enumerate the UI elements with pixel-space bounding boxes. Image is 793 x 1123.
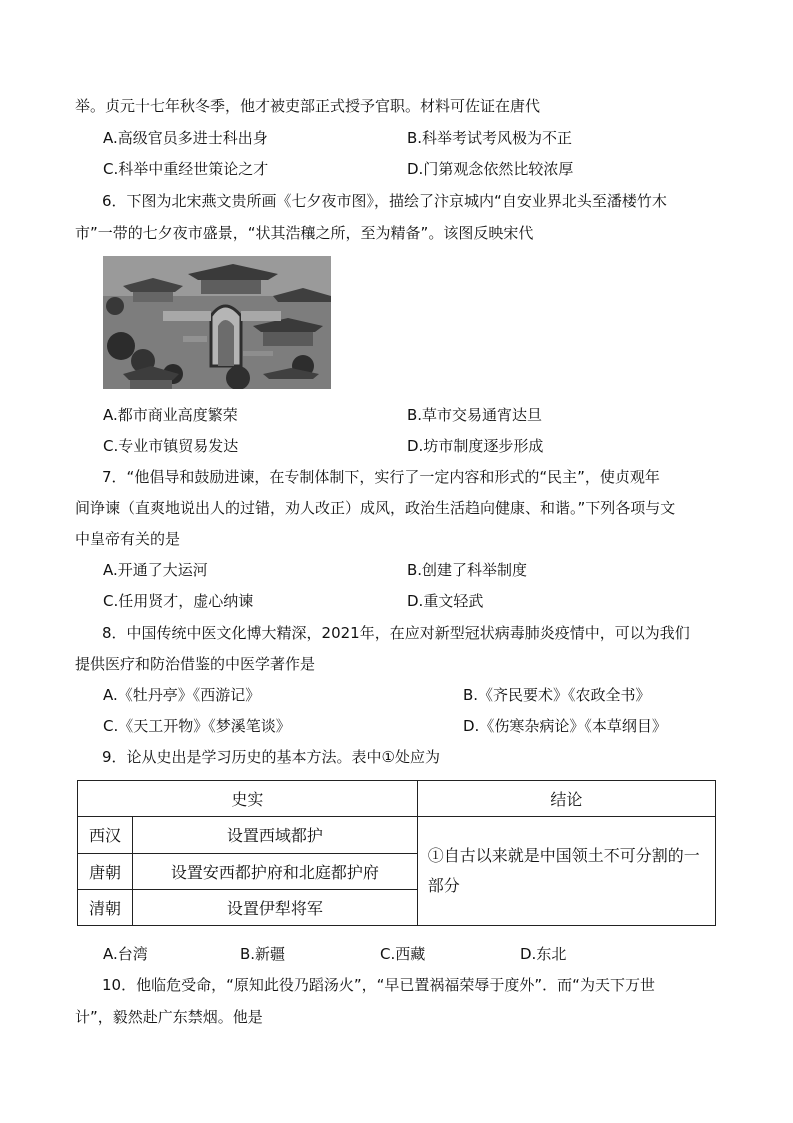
q7-option-c: C.任用贤才，虚心纳谏	[103, 592, 254, 610]
q10-stem-line1: 10．他临危受命，“原知此役乃蹈汤火”，“早已置祸福荣辱于度外”．而“为天下万世	[102, 976, 655, 994]
q5-option-d: D.门第观念依然比较浓厚	[407, 160, 574, 178]
q7-stem-line2: 间诤谏（直爽地说出人的过错，劝人改正）成风，政治生活趋向健康、和谐。”下列各项与文	[75, 499, 676, 517]
q7-stem-line1: 7．“他倡导和鼓励进谏，在专制体制下，实行了一定内容和形式的“民主”，使贞观年	[102, 468, 660, 486]
q6-stem-line2: 市”一带的七夕夜市盛景，“状其浩穰之所，至为精备”。该图反映宋代	[75, 224, 534, 242]
q6-option-a: A.都市商业高度繁荣	[103, 406, 238, 424]
q9-option-c: C.西藏	[380, 945, 426, 963]
history-facts-table	[77, 780, 716, 926]
q5-option-b: B.科举考试考风极为不正	[407, 129, 573, 147]
header-facts: 史实	[78, 781, 418, 817]
row-dynasty: 唐朝	[78, 853, 133, 889]
q8-option-d: D.《伤寒杂病论》《本草纲目》	[463, 717, 667, 735]
row-fact: 设置安西都护府和北庭都护府	[133, 853, 418, 889]
conclusion-cell: ①自古以来就是中国领土不可分割的一部分	[417, 817, 715, 926]
table-header-row	[78, 781, 716, 817]
q9-option-b: B.新疆	[240, 945, 286, 963]
q6-option-c: C.专业市镇贸易发达	[103, 437, 239, 455]
row-fact: 设置西域都护	[133, 817, 418, 853]
row-dynasty: 西汉	[78, 817, 133, 853]
q10-stem-line2: 计”，毅然赴广东禁烟。他是	[75, 1008, 263, 1026]
q6-stem-line1: 6．下图为北宋燕文贵所画《七夕夜市图》，描绘了汴京城内“自安业界北头至潘楼竹木	[102, 192, 667, 210]
q9-option-d: D.东北	[520, 945, 567, 963]
qixi-night-market-painting	[103, 256, 331, 389]
q6-option-d: D.坊市制度逐步形成	[407, 437, 544, 455]
q8-stem-line1: 8．中国传统中医文化博大精深，2021年，在应对新型冠状病毒肺炎疫情中，可以为我们	[102, 624, 690, 642]
q9-option-a: A.台湾	[103, 945, 148, 963]
q7-option-a: A.开通了大运河	[103, 561, 208, 579]
q5-stem: 举。贞元十七年秋冬季，他才被吏部正式授予官职。材料可佐证在唐代	[75, 97, 541, 115]
table-row	[78, 817, 716, 853]
q6-option-b: B.草市交易通宵达旦	[407, 406, 543, 424]
q8-stem-line2: 提供医疗和防治借鉴的中医学著作是	[75, 655, 316, 673]
q5-option-a: A.高级官员多进士科出身	[103, 129, 268, 147]
row-fact: 设置伊犁将军	[133, 889, 418, 925]
q8-option-b: B.《齐民要术》《农政全书》	[463, 686, 651, 704]
q8-option-a: A.《牡丹亭》《西游记》	[103, 686, 261, 704]
q7-stem-line3: 中皇帝有关的是	[75, 530, 181, 548]
q5-option-c: C.科举中重经世策论之才	[103, 160, 269, 178]
row-dynasty: 清朝	[78, 889, 133, 925]
q9-stem: 9．论从史出是学习历史的基本方法。表中①处应为	[102, 748, 440, 766]
q7-option-d: D.重文轻武	[407, 592, 484, 610]
q8-option-c: C.《天工开物》《梦溪笔谈》	[103, 717, 291, 735]
q7-option-b: B.创建了科举制度	[407, 561, 528, 579]
header-conclusion: 结论	[417, 781, 715, 817]
